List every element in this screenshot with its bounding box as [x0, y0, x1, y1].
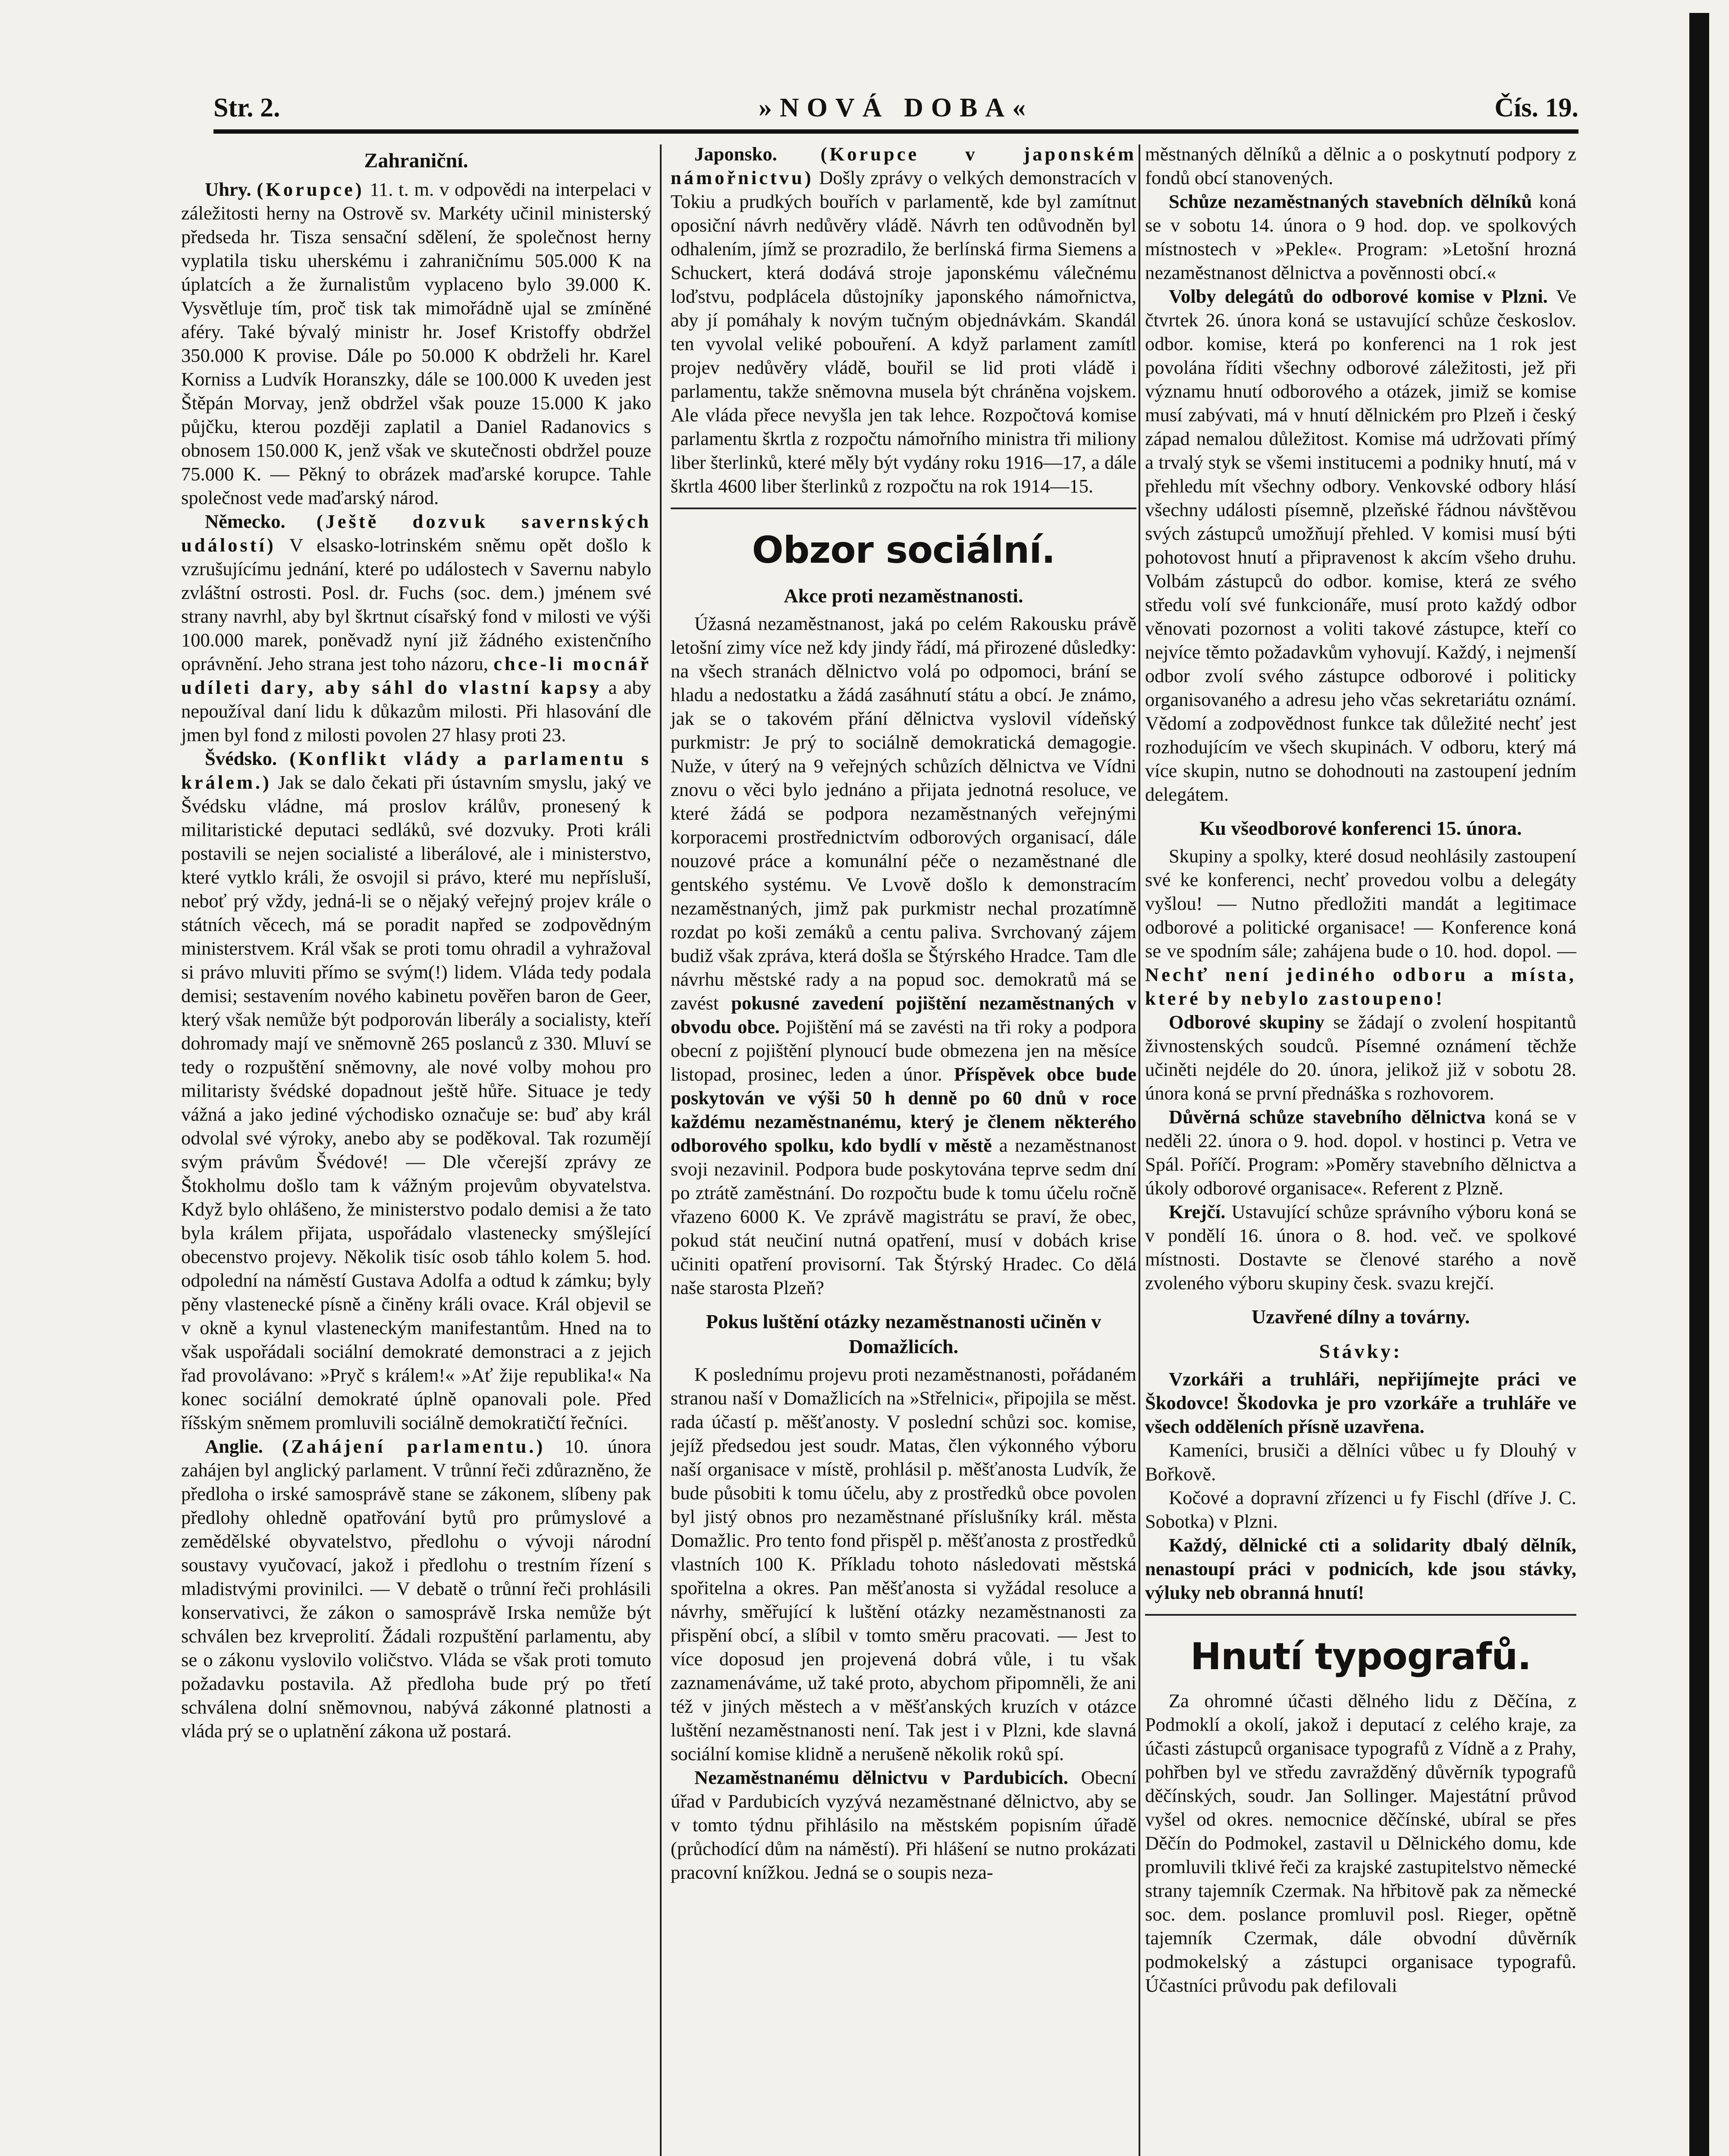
article-text: 10. února zahájen byl anglický parlament. V trůnní řeči zdůrazněno, že předloha o irské samosprávě stane se zákonem, slíbeny pak předlohy ohledně opatřování bytů pro průmyslové a zemědělské obyvatelstvo, předlohu o vývoji národní soustavy vyučovací, jakož i předlohu o trestním řízení s mladistvými provinilci. — V debatě o trůnní řeči prohlásili konservativci, že zákon o samosprávě Irska nemůže být schválen bez krveprolití. Žádali rozpuštění parlamentu, aby se o zákonu vyslovilo voličstvo. Vláda se však proti tomuto požadavku postavila. Až předloha bude prý po třetí schválena dolní sněmovnou, nabývá zákonné platnosti a vláda prý se o uplatnění zákona už postará. — [181, 1435, 652, 1742]
article-topic: (Ještě dozvuk savernských událostí) — [181, 511, 652, 556]
article-emphasis: pokusné zavedení pojištění nezaměstnaných v obvodu obce. — [671, 992, 1136, 1037]
column-divider — [1139, 144, 1140, 2156]
article-pokus — [671, 1363, 1136, 1766]
article-konference — [1145, 844, 1576, 1010]
article-text: koná se v neděli 22. února o 9. hod. dopol. v hostinci p. Vetra ve Spál. Poříčí. Program: »Poměry stavebního dělnictva a úkoly odborové organisace«. Referent z Plzně. — [1145, 1106, 1577, 1199]
article-text: se žádají o zvolení hospitantů živnostenských soudců. Písemné oznámení těchže učiněti nejdéle do 20. února, jelikož již v sobotu 28. února koná se první přednáška s rozhovorem. — [1145, 1011, 1576, 1104]
article-continuation — [1145, 142, 1576, 190]
article-text: a aby nepoužíval daní lidu k důkazům milosti. Při hlasování dle jmen byl fond z milosti povolen 27 hlasy proti 23. — [181, 677, 651, 746]
strike-notice — [1145, 1486, 1576, 1533]
masthead-rule — [213, 129, 1578, 134]
issue-number: Čís. 19. — [1494, 93, 1578, 122]
article-heading: Akce proti nezaměstnanosti. — [784, 585, 1023, 607]
article-skupiny — [1145, 1010, 1576, 1105]
article-krejci — [1145, 1200, 1576, 1295]
article-lead: Důvěrná schůze stavebního dělnictva — [1169, 1106, 1486, 1128]
newspaper-title: »NOVÁ DOBA« — [758, 93, 1034, 122]
article-text: městnaných dělníků a dělnic a o poskytnutí podpory z fondů obcí stanovených. — [1145, 143, 1576, 188]
article-text: Skupiny a spolky, které dosud neohlásily zastoupení své ke konferenci, nechť provedou volbu a delegáty vyšlou! — Nutno předložiti mandát a legitimace odborové a politické organisace! — Konference koná se ve spodním sále; zahájena bude o 10. hod. dopol. — — [1145, 845, 1576, 962]
article-text: Ve čtvrtek 26. února koná se ustavující schůze českoslov. odbor. komise, která po konferenci na 1 rok jest povolána říditi všechny odborové záležitosti, jež při významu hnutí odborového a otázek, jimiž se komise musí zabývati, má v hnutí dělnickém pro Plzeň i český západ nemalou důležitost. Komise má udržovati přímý a trvalý styk se všemi institucemi a podniky hnutí, má v přehledu mít všechny odbory. Venkovské odbory hlásí všechny události písemně, plzeňské řádnou návštěvou svých zástupců umožňují přehled. V komisi musí býti pohotovost hnutí a připravenost k akcím všeho druhu. Volbám zástupců do odbor. komise, která ze svého středu volí své funkcionáře, musí proto každý odbor věnovati pozornost a voliti takové zástupce, kteří co nejvíce těmto požadavkům vyhovují. Každý, i nejmenší odbor zvolí svého zástupce odborové i politicky organisovaného a adresu jeho včas sekretariátu oznámí. Vědomí a zodpovědnost funkce tak důležité nechť jest rozhodujícím ve všech skupinách. V odboru, který má více skupin, nutno se dohodnouti na zastoupení jedním delegátem. — [1145, 285, 1576, 805]
strikes-heading: Stávky: — [1319, 1340, 1403, 1362]
article-lead: Švédsko. — [205, 748, 277, 769]
article-text: a nezaměstnanost svoji nezavinil. Podpora bude poskytována teprve sedm dní po ztrátě zaměstnání. Do rozpočtu bude k tomu účelu ročně vřazeno 6000 K. Ve zprávě magistrátu se praví, že obec, pokud stát neučiní nutná opatření, musí v dobách krise učiniti opatření provisorní. Tak Štýrský Hradec. Co dělá naše starosta Plzeň? — [671, 1134, 1137, 1298]
article-emphasis: Každý, dělnické cti a solidarity dbalý dělník, nenastoupí práci v podnicích, kde jsou stávky, výluky neb obranná hnutí! — [1145, 1534, 1576, 1603]
article-text: Za ohromné účasti dělného lidu z Děčína, z Podmoklí a okolí, jakož i deputací z celého kraje, za účasti zástupců organisace typografů z Vídně a z Prahy, pohřben byl ve středu zavražděný důvěrník typografů děčínských, soudr. Jan Sollinger. Majestátní průvod vyšel od okres. nemocnice děčínské, ubíral se přes Děčín do Podmokel, zastavil u Dělnického domu, kde promluvili tklivé řeči za krajské zastupitelstvo německé strany tajemník Czermak. Na hřbitově pak za německé soc. dem. poslance promluvil posl. Rieger, opětně tajemník Czermak, dále obvodní důvěrník podmokelský a zástupci organisace typografů. Účastníci průvodu pak defilovali — [1145, 1690, 1576, 1996]
article-volby — [1145, 285, 1576, 806]
strike-notice — [1145, 1367, 1576, 1438]
article-text: K poslednímu projevu proti nezaměstnanosti, pořádaném stranou naší v Domažlicích na »Střelnici«, připojila se měst. rada účastí p. měšťanosty. V poslední schůzi soc. komise, jejíž předsedou jest soudr. Matas, člen výkonného výboru naší organisace v místě, prohlásil p. měšťanosta Ludvík, že bude působiti k tomu účelu, aby z prostředků obce povolen byl jistý obnos pro nezaměstnané příslušníky král. města Domažlic. Pro tento fond přispěl p. měšťanosta z prostředků vlastních 100 K. Příkladu tohoto následovati městská spořitelna a okres. Pan měšťanosta si vyžádal resoluce a návrhy, směřující k luštění otázky nezaměstnanosti za přispění obcí, a slíbil v tomto směru pracovati. — Jest to více doposud jen projevená dobrá vůle, i tu však zaznamenáváme, už také proto, abychom připomněli, že ani též v jiných městech a v měšťanských kruzích v otázce luštění nezaměstnanosti není. Tak jest i v Plzni, kde slavná sociální komise klidně a nerušeně několik roků spí. — [671, 1363, 1136, 1764]
article-emphasis: Vzorkáři a truhláři, nepřijímejte práci ve Škodovce! Škodovka je pro vzorkáře a truhláře ve všech odděleních přísně uzavřena. — [1145, 1368, 1576, 1437]
article-heading: Ku všeodborové konferenci 15. února. — [1199, 817, 1522, 839]
column-3 — [1145, 142, 1576, 1997]
article-schuze — [1145, 190, 1576, 285]
section-heading-foreign: Zahraniční. — [364, 149, 468, 172]
article-text: Úžasná nezaměstnanost, jaká po celém Rakousku právě letošní zimy více než kdy jindy řádí, má přirozené důsledky: na všech stranách dělnictvo volá po odpomoci, brání se hladu a nedostatku a žádá zasáhnutí státu a obcí. Je známo, jak se o takovém přání dělnictva vyslovil vídeňský purkmistr: Je prý to sociálně demokratická demagogie. Nuže, v úterý na 9 veřejných schůzích dělnictva ve Vídni znovu o věci bylo jednáno a přijata jednotná resoluce, ve které žádá se podpora nezaměstnaných veřejnými korporacemi prostřednictvím odborových organisací, dále nouzové práce a komunální péče o nezaměstnané dle gentského systému. Ve Lvově došlo k demonstracím nezaměstnaných, jimž pak purkmistr nechal prozatímně rozdat po koši zemáků a centu paliva. Svrchovaný zájem budiž však zpráva, která došla se Štýrského Hradce. Tam dle návrhu městské rady a na popud soc. demokratů má se zavést — [671, 613, 1136, 1014]
article-emphasis: Příspěvek obce bude poskytován ve výši 50 h denně po 60 dnů v roce každému nezaměstnanému, který je členem některého odborového spolku, kdo bydlí v městě — [671, 1063, 1136, 1156]
article-lead: Anglie. — [205, 1435, 263, 1457]
article-text: Kočové a dopravní zřízenci u fy Fischl (dříve J. C. Sobotka) v Plzni. — [1145, 1487, 1576, 1532]
article-anglie — [181, 1435, 651, 1743]
section-rule — [671, 508, 1136, 509]
article-topic: (Korupce) — [257, 179, 364, 200]
article-lead: Japonsko. — [694, 143, 777, 165]
article-topic: (Korupce v japonském námořnictvu) — [671, 143, 1136, 188]
article-text: Ustavující schůze správního výboru koná se v pondělí 16. února o 8. hod. več. ve spolkové místnosti. Dostavte se členové starého a nově zvoleného výboru skupiny česk. svazu krejčí. — [1145, 1201, 1577, 1294]
article-akce — [671, 612, 1136, 1300]
article-text: Kameníci, brusiči a dělníci vůbec u fy Dlouhý v Bořkově. — [1145, 1439, 1576, 1485]
column-1 — [181, 142, 651, 1743]
article-text: koná se v sobotu 14. února o 9 hod. dop. ve spolkových místnostech v »Pekle«. Program: »Letošní hrozná nezaměstnanost dělnictva a pověnnosti obcí.« — [1145, 191, 1576, 283]
section-rule — [1145, 1614, 1576, 1616]
page-edge-rule — [1689, 13, 1709, 2156]
article-text: Obecní úřad v Pardubicích vyzývá nezaměstnané dělnictvo, aby se v tomto týdnu přihlásilo na městském popisním úřadě (průchodící dům na náměstí). Při hlášení se nutno prokázati pracovní knížkou. Jedná se o soupis neza- — [671, 1767, 1136, 1883]
section-title-typographers: Hnutí typografů. — [1190, 1635, 1531, 1678]
article-nemecko — [181, 510, 651, 747]
strike-notice — [1145, 1438, 1576, 1486]
article-japonsko — [671, 142, 1136, 498]
article-lead: Německo. — [205, 511, 286, 532]
article-svedsko — [181, 747, 651, 1435]
column-2 — [671, 142, 1136, 1884]
article-lead: Nezaměstnanému dělnictvu v Pardubicích. — [694, 1767, 1068, 1788]
article-lead: Odborové skupiny — [1169, 1011, 1324, 1033]
article-text: Jak se dalo čekati při ústavním smyslu, jaký ve Švédsku vládne, má proslov králův, pronesený k militaristické deputaci sedláků, své dozvuky. Proti králi postavili se nejen socialisté a liberálové, ale i ministerstvo, které vytklo králi, že osvojil si právo, které mu nepřísluší, neboť prý vždy, jedná-li se o nějaký veřejný projev krále o státních věcech, má se poradit napřed se zodpovědným ministerstvem. Král však se proti tomu ohradil a vyhražoval si právo mluviti přímo se svým(!) lidem. Vláda tedy podala demisi; sestavením nového kabinetu pověřen baron de Geer, který však nemůže být podporován liberály a socialisty, kteří dohromady mají ve sněmovně 265 poslanců z 330. Mluví se tedy o rozpuštění sněmovny, ale nové volby mohou pro militaristy švédské dopadnout ještě hůře. Situace je tedy vážná a jako jediné východisko označuje se: buď aby král odvolal své výroky, anebo aby se poděkoval. Tak rozumějí svým právům Švédové! — Dle včerejší zprávy ze Štokholmu došlo tam k vážným projevům obyvatelstva. Když bylo ohlášeno, že ministerstvo podalo demisi a že tato byla králem přijata, uspořádalo vlastenecky smýšlející obecenstvo projevy. Několik tisíc osob táhlo kolem 5. hod. odpolední na náměstí Gustava Adolfa a odtud k zámku; byly pěny vlastenecké písně a činěny králi ovace. Král objevil se v okně a kynul vlasteneckým manifestantům. Hned na to však uspořádali sociální demokraté demonstraci a z jejich řad provolávano: »Pryč s králem!« »Ať žije republika!« Na konec sociální demokraté úplně opanovali pole. Před říšským sněmem promluvili sociálně demokratičtí řečníci. — [181, 771, 651, 1433]
article-heading: Uzavřené dílny a továrny. — [1252, 1306, 1470, 1328]
article-text: V elsasko-lotrinském sněmu opět došlo k vzrušujícímu jednání, které po událostech v Savernu nabylo zvláštní ostrosti. Posl. dr. Fuchs (soc. dem.) jménem své strany navrhl, aby byl škrtnut císařský fond v milosti ve výši 100.000 marek, poněvadž nyní již žádného existenčního oprávnění. Jeho strana jest toho názoru, — [181, 534, 651, 674]
article-lead: Schůze nezaměstnaných stavebních dělníků — [1169, 191, 1532, 212]
article-text: 11. t. m. v odpovědi na interpelaci v záležitosti herny na Ostrově sv. Markéty učinil ministerský předseda hr. Tisza sensační sdělení, že společnost herny vyplatila tisku uherskému i zahraničnímu 505.000 K na úplatcích a že žurnalistům vyplaceno bylo 39.000 K. Vysvětluje tím, proč tisk tak mimořádně ujal se zmíněné aféry. Také bývalý ministr hr. Josef Kristoffy obdržel 350.000 K provise. Dále po 50.000 K obdrželi hr. Karel Korniss a Ludvík Horanszky, dále se 100.000 K uveden jest Štěpán Morvay, jenž obdržel však pouze 15.000 K jako půjčku, kterou později zaplatil a Daniel Radanovics s obnosem 150.000 K, jenž však ve skutečnosti obdržel pouze 75.000 K. — Pěkný to obrázek maďarské korupce. Tahle společnost vede maďarský národ. — [181, 179, 652, 508]
article-emphasis: Nechť není jediného odboru a místa, které by nebylo zastoupeno! — [1145, 964, 1576, 1009]
strike-notice — [1145, 1533, 1576, 1604]
article-lead: Uhry. — [205, 179, 251, 200]
page-number: Str. 2. — [213, 93, 280, 122]
article-heading: Pokus luštění otázky nezaměstnanosti učiněn v Domažlicích. — [706, 1310, 1101, 1357]
article-lead: Krejčí. — [1169, 1201, 1226, 1222]
article-text: Pojištění má se zavésti na tři roky a podpora obecní z pojištění plynoucí bude obmezena jen na měsíce listopad, prosinec, leden a únor. — [671, 1016, 1137, 1085]
section-title-social: Obzor sociální. — [752, 529, 1055, 572]
article-topic: (Konflikt vlády a parlamentu s králem.) — [181, 748, 651, 793]
article-text: Došly zprávy o velkých demonstracích v Tokiu a prudkých bouřích v parlamentě, kde byl zamítnut oposiční návrh nedůvěry vládě. Návrh ten odůvodněn byl odhalením, jímž se prozradilo, že berlínská firma Siemens a Schuckert, která dodává stroje japonskému válečnému loďstvu, podplácela důstojníky japonského námořnictva, aby jí pomáhaly k novým tučným objednávkám. Skandál ten vyvolal veliké pobouření. A když parlament zamítl projev nedůvěry vládě, bouřil se lid proti vládě i parlamentu, takže sněmovna musela být chráněna vojskem. Ale vláda přece nevyšla jen tak lehce. Rozpočtová komise parlamentu škrtla z rozpočtu námořního ministra tři miliony liber šterlinků, které měly být vydány roku 1916—17, a dále škrtla 4600 liber šterlinků z rozpočtu na rok 1914—15. — [671, 167, 1136, 497]
article-emphasis: chce-li mocnář udíleti dary, aby sáhl do vlastní kapsy — [181, 653, 651, 698]
article-duverna — [1145, 1105, 1576, 1200]
column-divider — [660, 144, 662, 2156]
masthead — [213, 88, 1578, 127]
article-uhry — [181, 178, 651, 510]
article-typografove — [1145, 1689, 1576, 1997]
article-lead: Volby delegátů do odborové komise v Plzni. — [1169, 285, 1548, 307]
article-pardubice — [671, 1766, 1136, 1884]
article-topic: (Zahájení parlamentu.) — [282, 1435, 546, 1457]
